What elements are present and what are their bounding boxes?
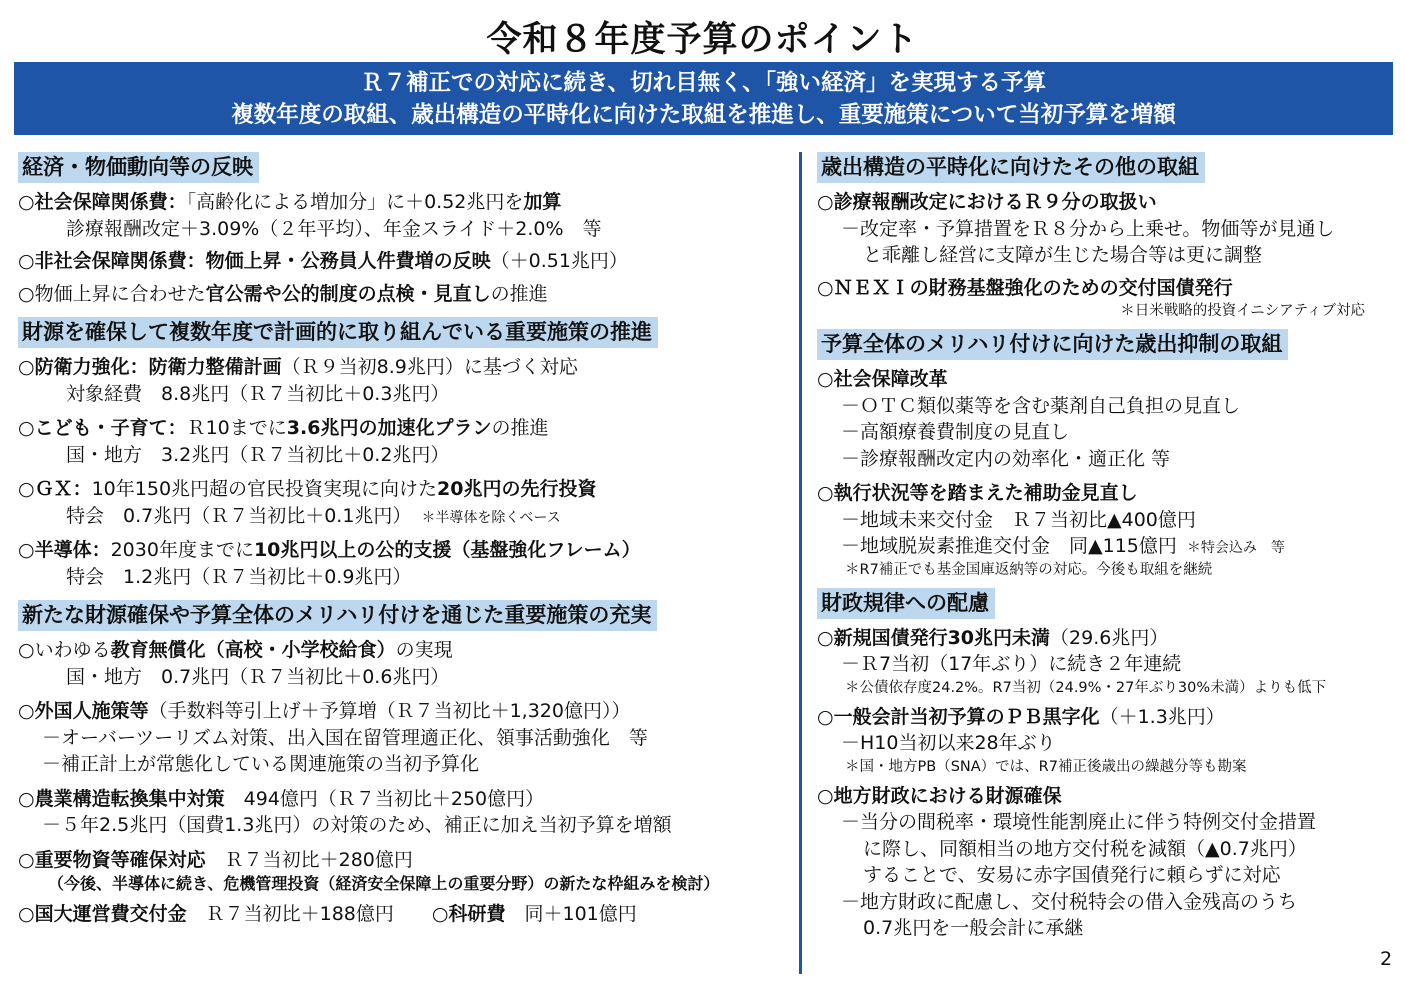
pb-surplus-sub: －H10当初以来28年ぶり [841,732,1056,754]
text: 3.6兆円の加速化プラン [286,417,492,439]
text: ○農業構造転換集中対策 [18,787,225,810]
section-heading-multiyear: 財源を確保して複数年度で計画的に取り組んでいる重要施策の推進 [18,317,658,348]
agriculture-sub: －５年2.5兆円（国費1.3兆円）の対策のため、補正に加え当初予算を増額 [42,814,672,836]
text: －地域脱炭素推進交付金 同▲115億円 [841,535,1177,557]
text: （＋1.3兆円） [1099,705,1225,728]
text: 10年150兆円超の官民投資実現に向けた [91,478,438,500]
semiconductor-line [18,537,790,564]
text: 「高齢化による増加分」に＋0.52兆円を [186,191,524,213]
text: （Ｒ９当初8.9兆円）に基づく対応 [281,356,578,378]
local-finance-sub-3: することで、安易に赤字国債発行に頼らずに対応 [863,864,1281,886]
text: Ｒ７当初比＋188億円 [205,903,394,925]
text: ○いわゆる [18,639,111,661]
non-social-security-line [18,248,790,275]
nexi-note: ＊日米戦略的投資イニシアティブ対応 [1120,303,1365,319]
public-demand-line [18,281,790,308]
banner-line-1: Ｒ７補正での対応に続き、切れ目無く、「強い経済」を実現する予算 [361,70,1046,96]
local-finance-sub-5: 0.7兆円を一般会計に承継 [863,917,1084,939]
text: 同＋101億円 [524,903,637,925]
text: ○新規国債発行30兆円未満 [817,626,1051,649]
nexi-line: ○ＮＥＸＩの財務基盤強化のための交付国債発行 [817,276,1233,299]
text: （手数料等引上げ＋予算増（Ｒ７当初比＋1,320億円）） [148,700,631,722]
foreigner-policy-sub-2: －補正計上が常態化している関連施策の当初予算化 [42,753,480,775]
reform-sub-3: －診療報酬改定内の効率化・適正化 等 [841,447,1171,470]
local-finance-sub-1: －当分の間税率・環境性能割廃止に伴う特例交付金措置 [841,811,1317,833]
text: 特会 0.7兆円（Ｒ７当初比＋0.1兆円） [66,504,412,527]
medical-r9-sub-1: －改定率・予算措置をＲ８分から上乗せ。物価等が見通し [841,217,1335,240]
text: 2030年度までに [110,539,254,561]
text: ○非社会保障関係費： [18,250,206,272]
text: ○外国人施策等 [18,700,149,722]
education-line [18,637,790,664]
social-security-reform-line: ○社会保障改革 [817,368,948,390]
pb-surplus-note: ＊国・地方PB（SNA）では、R7補正後歳出の繰越分等も勘案 [845,758,1247,775]
defense-amount: 対象経費 8.8兆円（Ｒ７当初比＋0.3兆円） [66,382,450,405]
text: ○物価上昇に合わせた [18,282,206,305]
section-heading-fiscal-discipline: 財政規律への配慮 [817,588,995,619]
foreigner-policy-sub-1: －オーバーツーリズム対策、出入国在留管理適正化、領事活動強化 等 [42,726,648,749]
text: （＋0.51兆円） [490,250,628,272]
reform-sub-1: －ＯＴＣ類似薬等を含む薬剤自己負担の見直し [841,394,1241,417]
new-bond-line [817,625,1395,652]
gx-note: ＊半導体を除くベース [421,509,561,526]
childcare-line [18,415,790,442]
page-number: 2 [1380,948,1393,970]
text: ○防衛力強化： [18,356,149,378]
new-bond-note: ＊公債依存度24.2%。R7当初（24.9%・27年ぶり30%未満）よりも低下 [845,679,1327,696]
local-finance-line: ○地方財政における財源確保 [817,784,1062,807]
right-column [817,152,1395,942]
text: 物価上昇・公務員人件費増の反映 [205,250,491,272]
new-bond-sub: －Ｒ7当初（17年ぶり）に続き２年連続 [841,653,1182,675]
local-finance-sub-2: に際し、同額相当の地方交付税を減額（▲0.7兆円） [863,837,1307,860]
critical-materials-note: （今後、半導体に続き、危機管理投資（経済安全保障上の重要分野）の新たな枠組みを検討） [48,874,720,893]
column-divider [799,152,802,974]
text: 官公需や公的制度の点検・見直し [205,282,491,305]
medical-r9-line: ○診療報酬改定におけるＲ９分の取扱い [817,191,1157,213]
text: Ｒ10までに [186,417,287,439]
subsidy-sub-2 [817,533,1395,560]
text: Ｒ７当初比＋280億円 [224,848,413,871]
pb-surplus-line [817,704,1395,731]
agriculture-line [18,786,790,813]
subsidy-note-inline: ＊特会込み 等 [1186,540,1285,556]
text: （29.6兆円） [1050,626,1169,649]
text: ○重要物資等確保対応 [18,848,206,871]
foreigner-policy-line [18,698,790,725]
semiconductor-amount: 特会 1.2兆円（Ｒ７当初比＋0.9兆円） [66,565,412,588]
text: ○こども・子育て： [18,417,187,439]
defense-line [18,354,790,381]
subsidy-note: ＊R7補正でも基金国庫返納等の対応。今後も取組を継続 [845,561,1213,578]
text: 防衛力整備計画 [148,356,282,378]
text: 加算 [523,191,562,213]
banner-line-2: 複数年度の取組、歳出構造の平時化に向けた取組を推進し、重要施策について当初予算を増額 [231,102,1176,128]
university-research-line [18,901,790,928]
section-heading-normalization: 歳出構造の平時化に向けたその他の取組 [817,152,1205,183]
gx-amount [18,503,790,530]
text: の推進 [490,282,548,305]
text: ○半導体： [18,539,111,561]
critical-materials-line [18,847,790,874]
social-security-line [18,189,790,216]
text: ○一般会計当初予算のＰＢ黒字化 [817,705,1100,728]
text: 20兆円の先行投資 [437,478,597,500]
section-heading-new-funding: 新たな財源確保や予算全体のメリハリ付けを通じた重要施策の充実 [18,600,657,631]
summary-banner [14,62,1393,135]
text: の推進 [491,417,549,439]
medical-r9-sub-2: と乖離し経営に支障が生じた場合等は更に調整 [863,244,1263,266]
local-finance-sub-4: －地方財政に配慮し、交付税特会の借入金残高のうち [841,890,1298,913]
education-amount: 国・地方 0.7兆円（Ｒ７当初比＋0.6兆円） [66,665,450,688]
subsidy-review-line: ○執行状況等を踏まえた補助金見直し [817,482,1138,504]
text: ○国大運営費交付金 [18,903,187,925]
text: 494億円（Ｒ７当初比＋250億円） [243,787,545,810]
childcare-amount: 国・地方 3.2兆円（Ｒ７当初比＋0.2兆円） [66,443,450,466]
gx-line [18,476,790,503]
page-title: 令和８年度予算のポイント [486,20,919,60]
subsidy-sub-1: －地域未来交付金 Ｒ７当初比▲400億円 [841,508,1196,531]
left-column [18,152,790,928]
text: 10兆円以上の公的支援（基盤強化フレーム） [253,539,641,561]
text: ○ＧＸ： [18,478,92,500]
reform-sub-2: －高額療養費制度の見直し [841,421,1070,443]
text: 教育無償化（高校・小学校給食） [110,639,396,661]
text: の実現 [395,639,453,661]
medical-fee-line: 診療報酬改定＋3.09%（２年平均）、年金スライド＋2.0% 等 [66,217,602,240]
label-social-security: ○社会保障関係費： [18,191,187,213]
section-heading-restraint: 予算全体のメリハリ付けに向けた歳出抑制の取組 [817,329,1288,360]
text: ○科研費 [431,903,506,925]
section-heading-economy: 経済・物価動向等の反映 [18,152,259,183]
